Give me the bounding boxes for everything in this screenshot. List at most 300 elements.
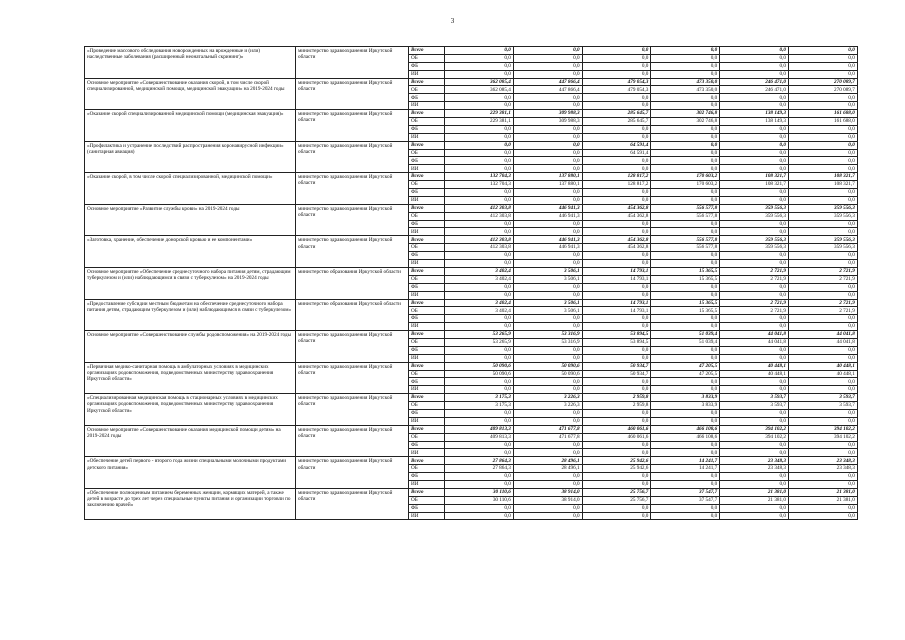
amount-cell: 229 381,1	[445, 110, 514, 118]
funding-source: ИИ	[409, 386, 445, 394]
amount-cell: 0,0	[513, 141, 582, 149]
amount-cell: 0,0	[720, 196, 789, 204]
activity-name: «Обеспечение полноценным питанием беременных женщин, кормящих матерей, а также детей в возрасте до трех лет через специальные пункты питания и организации торговли по заключению врачей»	[85, 488, 296, 520]
amount-cell: 3 593,7	[788, 394, 857, 402]
amount-cell: 0,0	[651, 149, 720, 157]
amount-cell: 246 471,0	[720, 78, 789, 86]
funding-source: ИИ	[409, 102, 445, 110]
amount-cell: 0,0	[651, 449, 720, 457]
table-row	[85, 488, 858, 496]
amount-cell: 394 102,2	[720, 433, 789, 441]
amount-cell: 0,0	[582, 283, 651, 291]
amount-cell: 0,0	[513, 165, 582, 173]
amount-cell: 0,0	[651, 141, 720, 149]
amount-cell: 0,0	[651, 504, 720, 512]
amount-cell: 0,0	[445, 125, 514, 133]
amount-cell: 51 039,4	[651, 338, 720, 346]
amount-cell: 14 793,1	[582, 307, 651, 315]
amount-cell: 0,0	[720, 441, 789, 449]
amount-cell: 0,0	[720, 125, 789, 133]
funding-source: ФБ	[409, 378, 445, 386]
amount-cell: 302 746,8	[651, 118, 720, 126]
activity-name: «Профилактика и устранение последствий распространения коронавирусной инфекции» (санитарная авиация)	[85, 141, 296, 173]
amount-cell: 3 506,1	[513, 267, 582, 275]
amount-cell: 0,0	[582, 157, 651, 165]
amount-cell: 0,0	[720, 149, 789, 157]
amount-cell: 50 090,6	[513, 362, 582, 370]
amount-cell: 454 362,8	[582, 212, 651, 220]
amount-cell: 0,0	[582, 196, 651, 204]
amount-cell: 53 265,9	[445, 338, 514, 346]
amount-cell: 0,0	[788, 354, 857, 362]
amount-cell: 0,0	[513, 125, 582, 133]
funding-source: Всего	[409, 457, 445, 465]
amount-cell: 0,0	[651, 315, 720, 323]
funding-source: ФБ	[409, 346, 445, 354]
table-row	[85, 173, 858, 181]
amount-cell: 0,0	[445, 354, 514, 362]
amount-cell: 2 721,9	[788, 307, 857, 315]
responsible-executor: министерство здравоохранения Иркутской области	[296, 425, 409, 457]
funding-source: ФБ	[409, 441, 445, 449]
amount-cell: 0,0	[788, 283, 857, 291]
responsible-executor: министерство образования Иркутской области	[296, 299, 409, 331]
amount-cell: 359 556,3	[720, 204, 789, 212]
amount-cell: 0,0	[445, 512, 514, 520]
funding-source: ИИ	[409, 165, 445, 173]
amount-cell: 0,0	[445, 291, 514, 299]
funding-source: ИИ	[409, 449, 445, 457]
amount-cell: 0,0	[788, 196, 857, 204]
amount-cell: 14 241,7	[651, 465, 720, 473]
amount-cell: 138 149,3	[720, 110, 789, 118]
amount-cell: 53 316,9	[513, 338, 582, 346]
amount-cell: 454 362,8	[582, 236, 651, 244]
amount-cell: 0,0	[445, 283, 514, 291]
amount-cell: 359 556,3	[720, 212, 789, 220]
amount-cell: 3 175,3	[445, 402, 514, 410]
activity-name: «Заготовка, хранение, обеспечение донорской кровью и ее компонентами»	[85, 236, 296, 268]
amount-cell: 0,0	[445, 133, 514, 141]
amount-cell: 0,0	[651, 512, 720, 520]
amount-cell: 0,0	[788, 54, 857, 62]
amount-cell: 0,0	[788, 260, 857, 268]
amount-cell: 40 448,1	[788, 370, 857, 378]
amount-cell: 15 365,5	[651, 275, 720, 283]
amount-cell: 0,0	[720, 354, 789, 362]
amount-cell: 44 041,8	[720, 338, 789, 346]
responsible-executor: министерство здравоохранения Иркутской области	[296, 110, 409, 142]
funding-source: ИИ	[409, 133, 445, 141]
amount-cell: 0,0	[582, 291, 651, 299]
amount-cell: 0,0	[788, 165, 857, 173]
amount-cell: 0,0	[513, 228, 582, 236]
amount-cell: 0,0	[720, 260, 789, 268]
amount-cell: 556 577,8	[651, 244, 720, 252]
amount-cell: 0,0	[445, 228, 514, 236]
amount-cell: 23 348,3	[788, 457, 857, 465]
funding-source: ОБ	[409, 338, 445, 346]
amount-cell: 0,0	[651, 354, 720, 362]
responsible-executor: министерство образования Иркутской области	[296, 267, 409, 299]
amount-cell: 0,0	[445, 149, 514, 157]
funding-source: Всего	[409, 331, 445, 339]
amount-cell: 0,0	[445, 315, 514, 323]
amount-cell: 64 591,4	[582, 149, 651, 157]
amount-cell: 0,0	[720, 346, 789, 354]
amount-cell: 0,0	[720, 165, 789, 173]
funding-source: Всего	[409, 173, 445, 181]
amount-cell: 270 089,7	[788, 86, 857, 94]
amount-cell: 0,0	[513, 480, 582, 488]
amount-cell: 27 864,3	[445, 457, 514, 465]
amount-cell: 0,0	[720, 417, 789, 425]
amount-cell: 0,0	[513, 449, 582, 457]
amount-cell: 132 704,3	[445, 181, 514, 189]
amount-cell: 359 556,3	[788, 204, 857, 212]
funding-source: ФБ	[409, 62, 445, 70]
amount-cell: 53 316,9	[513, 331, 582, 339]
amount-cell: 53 894,5	[582, 331, 651, 339]
amount-cell: 3 402,4	[445, 267, 514, 275]
amount-cell: 454 362,8	[582, 244, 651, 252]
amount-cell: 394 102,2	[788, 433, 857, 441]
amount-cell: 409 813,3	[445, 425, 514, 433]
amount-cell: 0,0	[445, 196, 514, 204]
table-row	[85, 110, 858, 118]
amount-cell: 0,0	[445, 441, 514, 449]
funding-source: Всего	[409, 362, 445, 370]
amount-cell: 0,0	[651, 417, 720, 425]
amount-cell: 0,0	[582, 228, 651, 236]
amount-cell: 0,0	[513, 354, 582, 362]
amount-cell: 0,0	[582, 102, 651, 110]
amount-cell: 37 547,7	[651, 488, 720, 496]
amount-cell: 0,0	[445, 102, 514, 110]
amount-cell: 285 645,7	[582, 110, 651, 118]
amount-cell: 447 866,4	[513, 86, 582, 94]
amount-cell: 454 362,8	[582, 204, 651, 212]
amount-cell: 359 556,3	[720, 244, 789, 252]
activity-name: «Первичная медико-санитарная помощь в амбулаторных условиях в медицинских организациях родовспоможения, подведомственных министерству здравоохранения Иркутской области»	[85, 362, 296, 394]
amount-cell: 0,0	[513, 70, 582, 78]
amount-cell: 21 381,0	[720, 488, 789, 496]
amount-cell: 0,0	[445, 473, 514, 481]
amount-cell: 0,0	[582, 70, 651, 78]
amount-cell: 0,0	[720, 480, 789, 488]
amount-cell: 0,0	[582, 125, 651, 133]
amount-cell: 0,0	[788, 157, 857, 165]
activity-name: Основное мероприятие «Обеспечение среднесуточного набора питания детям, страдающим туберкулезом и (или) наблюдающимся в связи с туберкулезом» на 2019-2024 годы	[85, 267, 296, 299]
amount-cell: 0,0	[513, 346, 582, 354]
amount-cell: 0,0	[513, 417, 582, 425]
amount-cell: 0,0	[513, 149, 582, 157]
funding-source: ФБ	[409, 189, 445, 197]
amount-cell: 0,0	[651, 165, 720, 173]
amount-cell: 0,0	[513, 196, 582, 204]
amount-cell: 0,0	[651, 409, 720, 417]
amount-cell: 0,0	[720, 449, 789, 457]
amount-cell: 2 721,9	[720, 299, 789, 307]
amount-cell: 2 721,9	[788, 299, 857, 307]
amount-cell: 0,0	[788, 47, 857, 55]
funding-source: ОБ	[409, 275, 445, 283]
amount-cell: 0,0	[582, 512, 651, 520]
amount-cell: 359 556,3	[720, 236, 789, 244]
amount-cell: 479 054,3	[582, 78, 651, 86]
amount-cell: 0,0	[788, 386, 857, 394]
amount-cell: 0,0	[513, 220, 582, 228]
responsible-executor: министерство здравоохранения Иркутской области	[296, 394, 409, 426]
amount-cell: 359 556,3	[788, 236, 857, 244]
amount-cell: 466 108,6	[651, 433, 720, 441]
amount-cell: 0,0	[788, 315, 857, 323]
amount-cell: 270 089,7	[788, 78, 857, 86]
amount-cell: 0,0	[788, 378, 857, 386]
amount-cell: 0,0	[582, 473, 651, 481]
funding-source: Всего	[409, 204, 445, 212]
amount-cell: 38 914,0	[513, 496, 582, 504]
amount-cell: 170 603,2	[651, 173, 720, 181]
amount-cell: 0,0	[788, 291, 857, 299]
amount-cell: 0,0	[445, 346, 514, 354]
responsible-executor: министерство здравоохранения Иркутской области	[296, 331, 409, 363]
activity-name: «Оказание скорой, в том числе скорой специализированной, медицинской помощи»	[85, 173, 296, 205]
amount-cell: 0,0	[582, 441, 651, 449]
table-row	[85, 47, 858, 55]
amount-cell: 50 090,6	[445, 362, 514, 370]
amount-cell: 412 303,8	[445, 244, 514, 252]
amount-cell: 0,0	[788, 323, 857, 331]
amount-cell: 132 704,3	[445, 173, 514, 181]
amount-cell: 30 110,6	[445, 488, 514, 496]
amount-cell: 23 348,3	[788, 465, 857, 473]
amount-cell: 40 448,1	[720, 370, 789, 378]
amount-cell: 128 817,2	[582, 173, 651, 181]
amount-cell: 53 894,5	[582, 338, 651, 346]
funding-source: ФБ	[409, 252, 445, 260]
amount-cell: 473 350,0	[651, 86, 720, 94]
activity-name: «Проведение массового обследования новорожденных на врожденные и (или) наследственные заболевания (расширенный неонатальный скрининг)»	[85, 47, 296, 79]
amount-cell: 0,0	[513, 504, 582, 512]
amount-cell: 21 381,0	[720, 496, 789, 504]
amount-cell: 0,0	[651, 346, 720, 354]
amount-cell: 0,0	[582, 54, 651, 62]
table-row	[85, 204, 858, 212]
amount-cell: 0,0	[788, 346, 857, 354]
amount-cell: 3 175,3	[445, 394, 514, 402]
activity-name: «Специализированная медицинская помощь в стационарных условиях в медицинских организациях родовспоможения, подведомственных министерству здравоохранения Иркутской области»	[85, 394, 296, 426]
amount-cell: 0,0	[788, 149, 857, 157]
amount-cell: 362 085,4	[445, 86, 514, 94]
amount-cell: 0,0	[720, 315, 789, 323]
amount-cell: 0,0	[651, 323, 720, 331]
amount-cell: 0,0	[720, 189, 789, 197]
funding-source: ФБ	[409, 94, 445, 102]
amount-cell: 0,0	[513, 133, 582, 141]
amount-cell: 412 303,8	[445, 236, 514, 244]
amount-cell: 0,0	[513, 378, 582, 386]
amount-cell: 2 721,9	[788, 267, 857, 275]
responsible-executor: министерство здравоохранения Иркутской области	[296, 47, 409, 79]
responsible-executor: министерство здравоохранения Иркутской области	[296, 78, 409, 110]
funding-source: ИИ	[409, 480, 445, 488]
amount-cell: 0,0	[651, 70, 720, 78]
amount-cell: 14 793,1	[582, 299, 651, 307]
amount-cell: 14 241,7	[651, 457, 720, 465]
amount-cell: 50 090,6	[513, 370, 582, 378]
funding-source: Всего	[409, 110, 445, 118]
amount-cell: 302 746,8	[651, 110, 720, 118]
amount-cell: 137 880,1	[513, 173, 582, 181]
funding-source: ОБ	[409, 496, 445, 504]
responsible-executor: министерство здравоохранения Иркутской области	[296, 204, 409, 236]
funding-source: Всего	[409, 488, 445, 496]
amount-cell: 0,0	[788, 504, 857, 512]
amount-cell: 0,0	[445, 323, 514, 331]
amount-cell: 0,0	[788, 189, 857, 197]
funding-source: ФБ	[409, 157, 445, 165]
amount-cell: 0,0	[513, 102, 582, 110]
amount-cell: 27 864,3	[445, 465, 514, 473]
amount-cell: 51 039,4	[651, 331, 720, 339]
funding-source: Всего	[409, 141, 445, 149]
amount-cell: 2 721,9	[720, 275, 789, 283]
amount-cell: 0,0	[651, 252, 720, 260]
amount-cell: 25 756,7	[582, 496, 651, 504]
table-row	[85, 425, 858, 433]
amount-cell: 0,0	[720, 386, 789, 394]
amount-cell: 0,0	[720, 47, 789, 55]
amount-cell: 229 381,1	[445, 118, 514, 126]
amount-cell: 0,0	[445, 54, 514, 62]
amount-cell: 23 348,3	[720, 465, 789, 473]
funding-source: Всего	[409, 267, 445, 275]
amount-cell: 0,0	[788, 417, 857, 425]
amount-cell: 0,0	[720, 94, 789, 102]
amount-cell: 556 577,8	[651, 204, 720, 212]
amount-cell: 0,0	[720, 504, 789, 512]
amount-cell: 0,0	[788, 441, 857, 449]
amount-cell: 44 041,8	[788, 331, 857, 339]
amount-cell: 3 506,1	[513, 307, 582, 315]
amount-cell: 479 054,3	[582, 86, 651, 94]
funding-source: ФБ	[409, 315, 445, 323]
funding-source: ФБ	[409, 473, 445, 481]
amount-cell: 21 381,0	[788, 496, 857, 504]
amount-cell: 0,0	[720, 323, 789, 331]
table-row	[85, 331, 858, 339]
amount-cell: 0,0	[720, 291, 789, 299]
table-row	[85, 457, 858, 465]
activity-name: Основное мероприятие «Совершенствование оказания скорой, в том числе скорой специализированной, медицинской помощи, медицинской эвакуации» на 2019-2024 годы	[85, 78, 296, 110]
amount-cell: 0,0	[720, 409, 789, 417]
amount-cell: 0,0	[788, 94, 857, 102]
amount-cell: 44 041,8	[720, 331, 789, 339]
amount-cell: 471 677,8	[513, 425, 582, 433]
amount-cell: 161 688,0	[788, 110, 857, 118]
amount-cell: 0,0	[445, 417, 514, 425]
amount-cell: 0,0	[651, 291, 720, 299]
table-row	[85, 394, 858, 402]
amount-cell: 3 402,4	[445, 307, 514, 315]
amount-cell: 446 941,3	[513, 212, 582, 220]
funding-source: ИИ	[409, 70, 445, 78]
amount-cell: 25 942,6	[582, 457, 651, 465]
amount-cell: 0,0	[513, 323, 582, 331]
amount-cell: 0,0	[720, 157, 789, 165]
amount-cell: 460 061,6	[582, 433, 651, 441]
amount-cell: 0,0	[651, 441, 720, 449]
funding-source: Всего	[409, 394, 445, 402]
amount-cell: 0,0	[513, 291, 582, 299]
amount-cell: 0,0	[788, 220, 857, 228]
amount-cell: 0,0	[720, 283, 789, 291]
amount-cell: 47 205,5	[651, 362, 720, 370]
amount-cell: 15 365,5	[651, 307, 720, 315]
table-row	[85, 299, 858, 307]
amount-cell: 0,0	[788, 228, 857, 236]
table-row	[85, 141, 858, 149]
amount-cell: 0,0	[513, 252, 582, 260]
amount-cell: 0,0	[513, 62, 582, 70]
amount-cell: 0,0	[445, 141, 514, 149]
amount-cell: 25 942,6	[582, 465, 651, 473]
amount-cell: 0,0	[720, 70, 789, 78]
amount-cell: 246 471,0	[720, 86, 789, 94]
funding-source: ОБ	[409, 212, 445, 220]
amount-cell: 0,0	[720, 228, 789, 236]
funding-source: ОБ	[409, 149, 445, 157]
amount-cell: 2 959,8	[582, 394, 651, 402]
amount-cell: 3 226,3	[513, 394, 582, 402]
amount-cell: 0,0	[582, 354, 651, 362]
responsible-executor: министерство здравоохранения Иркутской области	[296, 141, 409, 173]
funding-source: ОБ	[409, 118, 445, 126]
amount-cell: 409 813,3	[445, 433, 514, 441]
amount-cell: 0,0	[582, 323, 651, 331]
amount-cell: 50 934,7	[582, 362, 651, 370]
amount-cell: 0,0	[582, 346, 651, 354]
amount-cell: 447 866,4	[513, 78, 582, 86]
amount-cell: 0,0	[513, 189, 582, 197]
amount-cell: 0,0	[651, 480, 720, 488]
amount-cell: 0,0	[445, 220, 514, 228]
amount-cell: 0,0	[445, 386, 514, 394]
amount-cell: 0,0	[582, 449, 651, 457]
amount-cell: 0,0	[720, 378, 789, 386]
amount-cell: 0,0	[651, 157, 720, 165]
funding-source: Всего	[409, 236, 445, 244]
amount-cell: 0,0	[651, 228, 720, 236]
amount-cell: 64 591,4	[582, 141, 651, 149]
amount-cell: 14 793,1	[582, 267, 651, 275]
amount-cell: 0,0	[445, 409, 514, 417]
amount-cell: 15 365,5	[651, 299, 720, 307]
amount-cell: 0,0	[582, 62, 651, 70]
amount-cell: 3 506,1	[513, 275, 582, 283]
funding-source: ОБ	[409, 244, 445, 252]
amount-cell: 0,0	[582, 189, 651, 197]
amount-cell: 0,0	[582, 409, 651, 417]
amount-cell: 0,0	[513, 157, 582, 165]
amount-cell: 170 603,2	[651, 181, 720, 189]
amount-cell: 21 381,0	[788, 488, 857, 496]
amount-cell: 0,0	[651, 386, 720, 394]
amount-cell: 108 321,7	[788, 181, 857, 189]
amount-cell: 0,0	[720, 54, 789, 62]
amount-cell: 37 547,7	[651, 496, 720, 504]
